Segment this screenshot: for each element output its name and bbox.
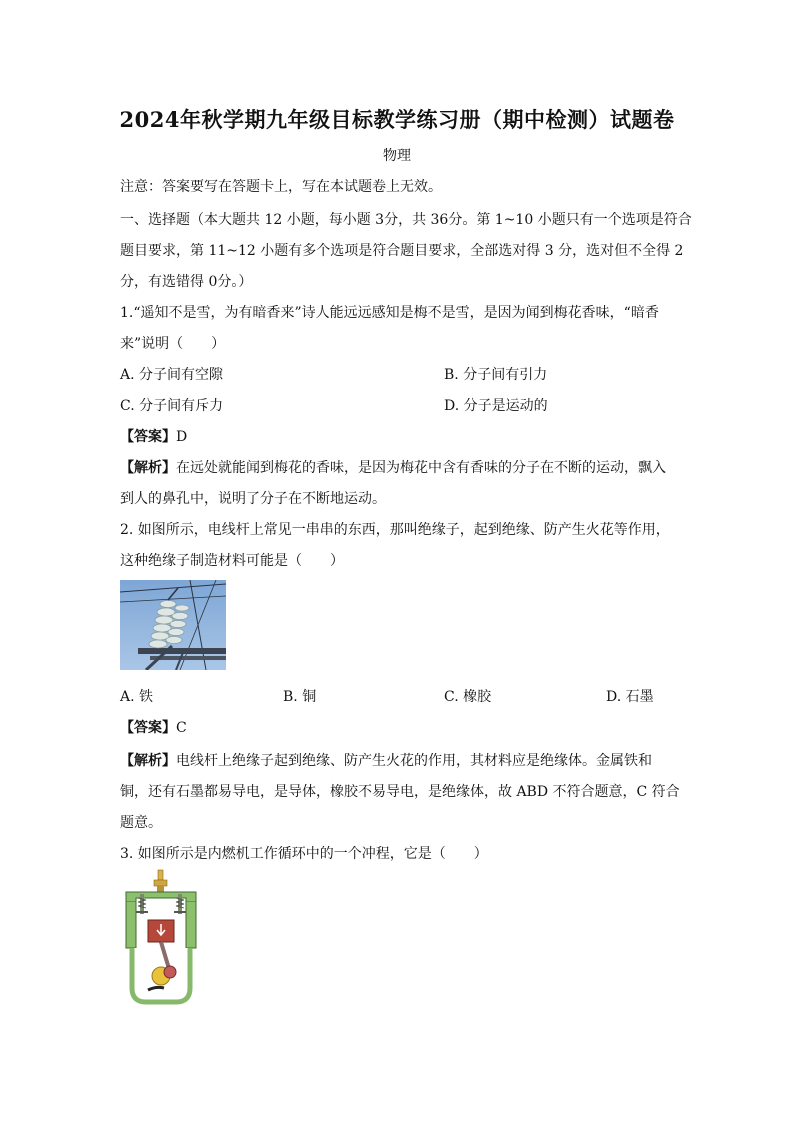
analysis-text: 电线杆上绝缘子起到绝缘、防产生火花的作用，其材料应是绝缘体。金属铁和 [176,753,652,769]
q1-analysis-line2: 到人的鼻孔中，说明了分子在不断地运动。 [120,491,386,507]
subject-label: 物理 [383,148,411,164]
q2-stem-line1: 2. 如图所示，电线杆上常见一串串的东西，那叫绝缘子，起到绝缘、防产生火花等作用， [120,522,670,538]
q2-analysis-line3: 题意。 [120,815,162,831]
q1-option-a[interactable]: A. 分子间有空隙 [120,367,224,383]
answer-label: 【答案】 [120,720,176,736]
q1-option-c[interactable]: C. 分子间有斥力 [120,398,224,414]
insulator-photo [120,580,226,670]
q2-option-d[interactable]: D. 石墨 [606,689,654,705]
notice-text: 注意：答案要写在答题卡上，写在本试题卷上无效。 [120,179,442,195]
q3-stem-line1: 3. 如图所示是内燃机工作循环中的一个冲程，它是（ ） [120,846,488,862]
answer-value: D [176,429,188,445]
q2-analysis-line2: 铜，还有石墨都易导电，是导体，橡胶不易导电，是绝缘体，故 ABD 不符合题意，C 符合 [120,784,680,800]
q2-option-c[interactable]: C. 橡胶 [444,689,492,705]
section-instructions-line2: 题目要求，第 11~12 小题有多个选项是符合题目要求，全部选对得 3 分，选对但不全得 2 [120,243,684,259]
q1-option-b[interactable]: B. 分子间有引力 [444,367,548,383]
q2-option-b[interactable]: B. 铜 [283,689,317,705]
q1-stem-line2: 来”说明（ ） [120,336,226,352]
analysis-text: 在远处就能闻到梅花的香味，是因为梅花中含有香味的分子在不断的运动，飘入 [176,460,666,476]
analysis-label: 【解析】 [120,753,176,769]
answer-label: 【答案】 [120,429,176,445]
q1-answer [120,426,680,446]
analysis-label: 【解析】 [120,460,176,476]
section-instructions-line3: 分，有选错得 0分。） [120,274,253,290]
answer-value: C [176,720,187,736]
section-instructions-line1: 一、选择题（本大题共 12 小题，每小题 3分，共 36分。第 1~10 小题只有一个选项是符合 [120,212,692,228]
q2-analysis-line1 [120,750,680,770]
q2-option-a[interactable]: A. 铁 [120,689,154,705]
q2-stem-line2: 这种绝缘子制造材料可能是（ ） [120,553,344,569]
q1-stem-line1: 1.“遥知不是雪，为有暗香来”诗人能远远感知是梅不是雪，是因为闻到梅花香味，“暗香 [120,305,659,321]
engine-diagram [120,868,202,1008]
q1-analysis-line1 [120,457,680,477]
q1-option-d[interactable]: D. 分子是运动的 [444,398,548,414]
q2-answer [120,717,680,737]
page-title: 2024年秋学期九年级目标教学练习册（期中检测）试题卷 [119,107,675,132]
